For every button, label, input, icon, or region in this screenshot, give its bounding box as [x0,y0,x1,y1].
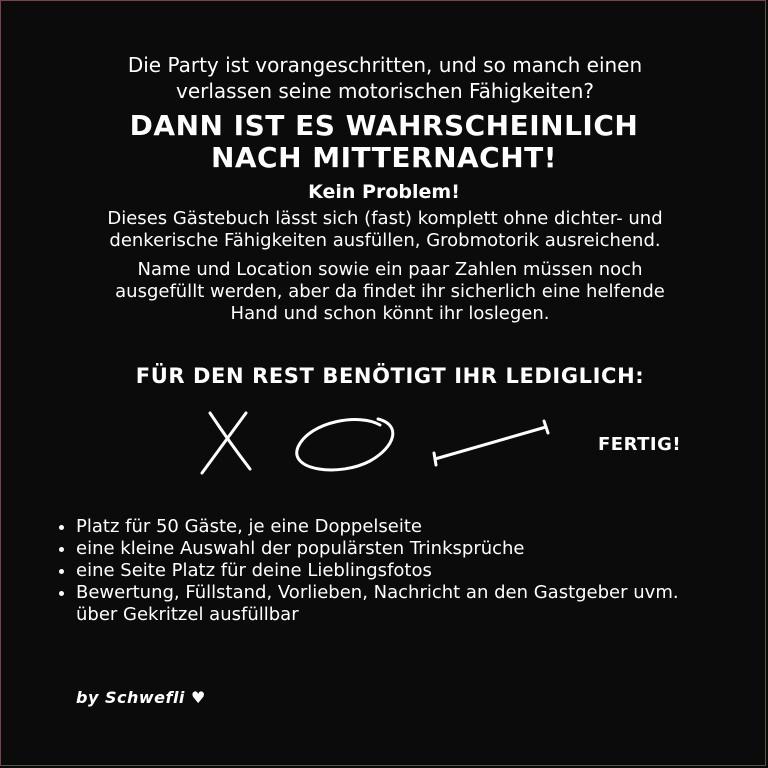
scribble-symbols [190,405,570,485]
x-mark-icon [202,413,250,473]
list-item: • eine Seite Platz für deine Lieblingsfotos [76,560,716,582]
paragraph-1-line-1: Dieses Gästebuch lässt sich (fast) komplett ohne dichter- und [107,208,663,229]
rest-heading: FÜR DEN REST BENÖTIGT IHR LEDIGLICH: [135,364,645,388]
list-item: • eine kleine Auswahl der populärsten Trinksprüche [76,538,716,560]
done-label: FERTIG! [598,434,682,455]
line-bracket-icon [434,421,548,465]
intro-text [40,52,730,104]
oval-scribble-icon [297,419,393,470]
byline [76,688,206,707]
headline-line-1: DANN IST ES WAHRSCHEINLICH [129,109,639,142]
list-item: • Bewertung, Füllstand, Vorlieben, Nachricht an den Gastgeber uvm. über Gekritzel ausfüllbar [76,582,716,626]
paragraph-1 [30,208,740,252]
paragraph-2-line-3: Hand und schon könnt ihr loslegen. [230,303,550,324]
list-item: • Platz für 50 Gäste, je eine Doppelseite [76,516,716,538]
byline-text: by Schwefli [76,688,185,707]
intro-line-2: verlassen seine motorischen Fähigkeiten? [176,79,594,103]
paragraph-2 [40,259,740,325]
paragraph-1-line-2: denkerische Fähigkeiten ausfüllen, Grobmotorik ausreichend. [109,230,661,251]
paragraph-2-line-2: ausgefüllt werden, aber da findet ihr sicherlich eine helfende [115,281,665,302]
headline-line-2: NACH MITTERNACHT! [210,141,558,174]
heart-icon: ♥ [191,688,206,707]
headline [20,110,748,174]
intro-line-1: Die Party ist vorangeschritten, und so manch einen [127,53,643,77]
paragraph-2-line-1: Name und Location sowie ein paar Zahlen müssen noch [137,259,643,280]
feature-list [52,516,716,626]
subheading: Kein Problem! [308,181,460,203]
